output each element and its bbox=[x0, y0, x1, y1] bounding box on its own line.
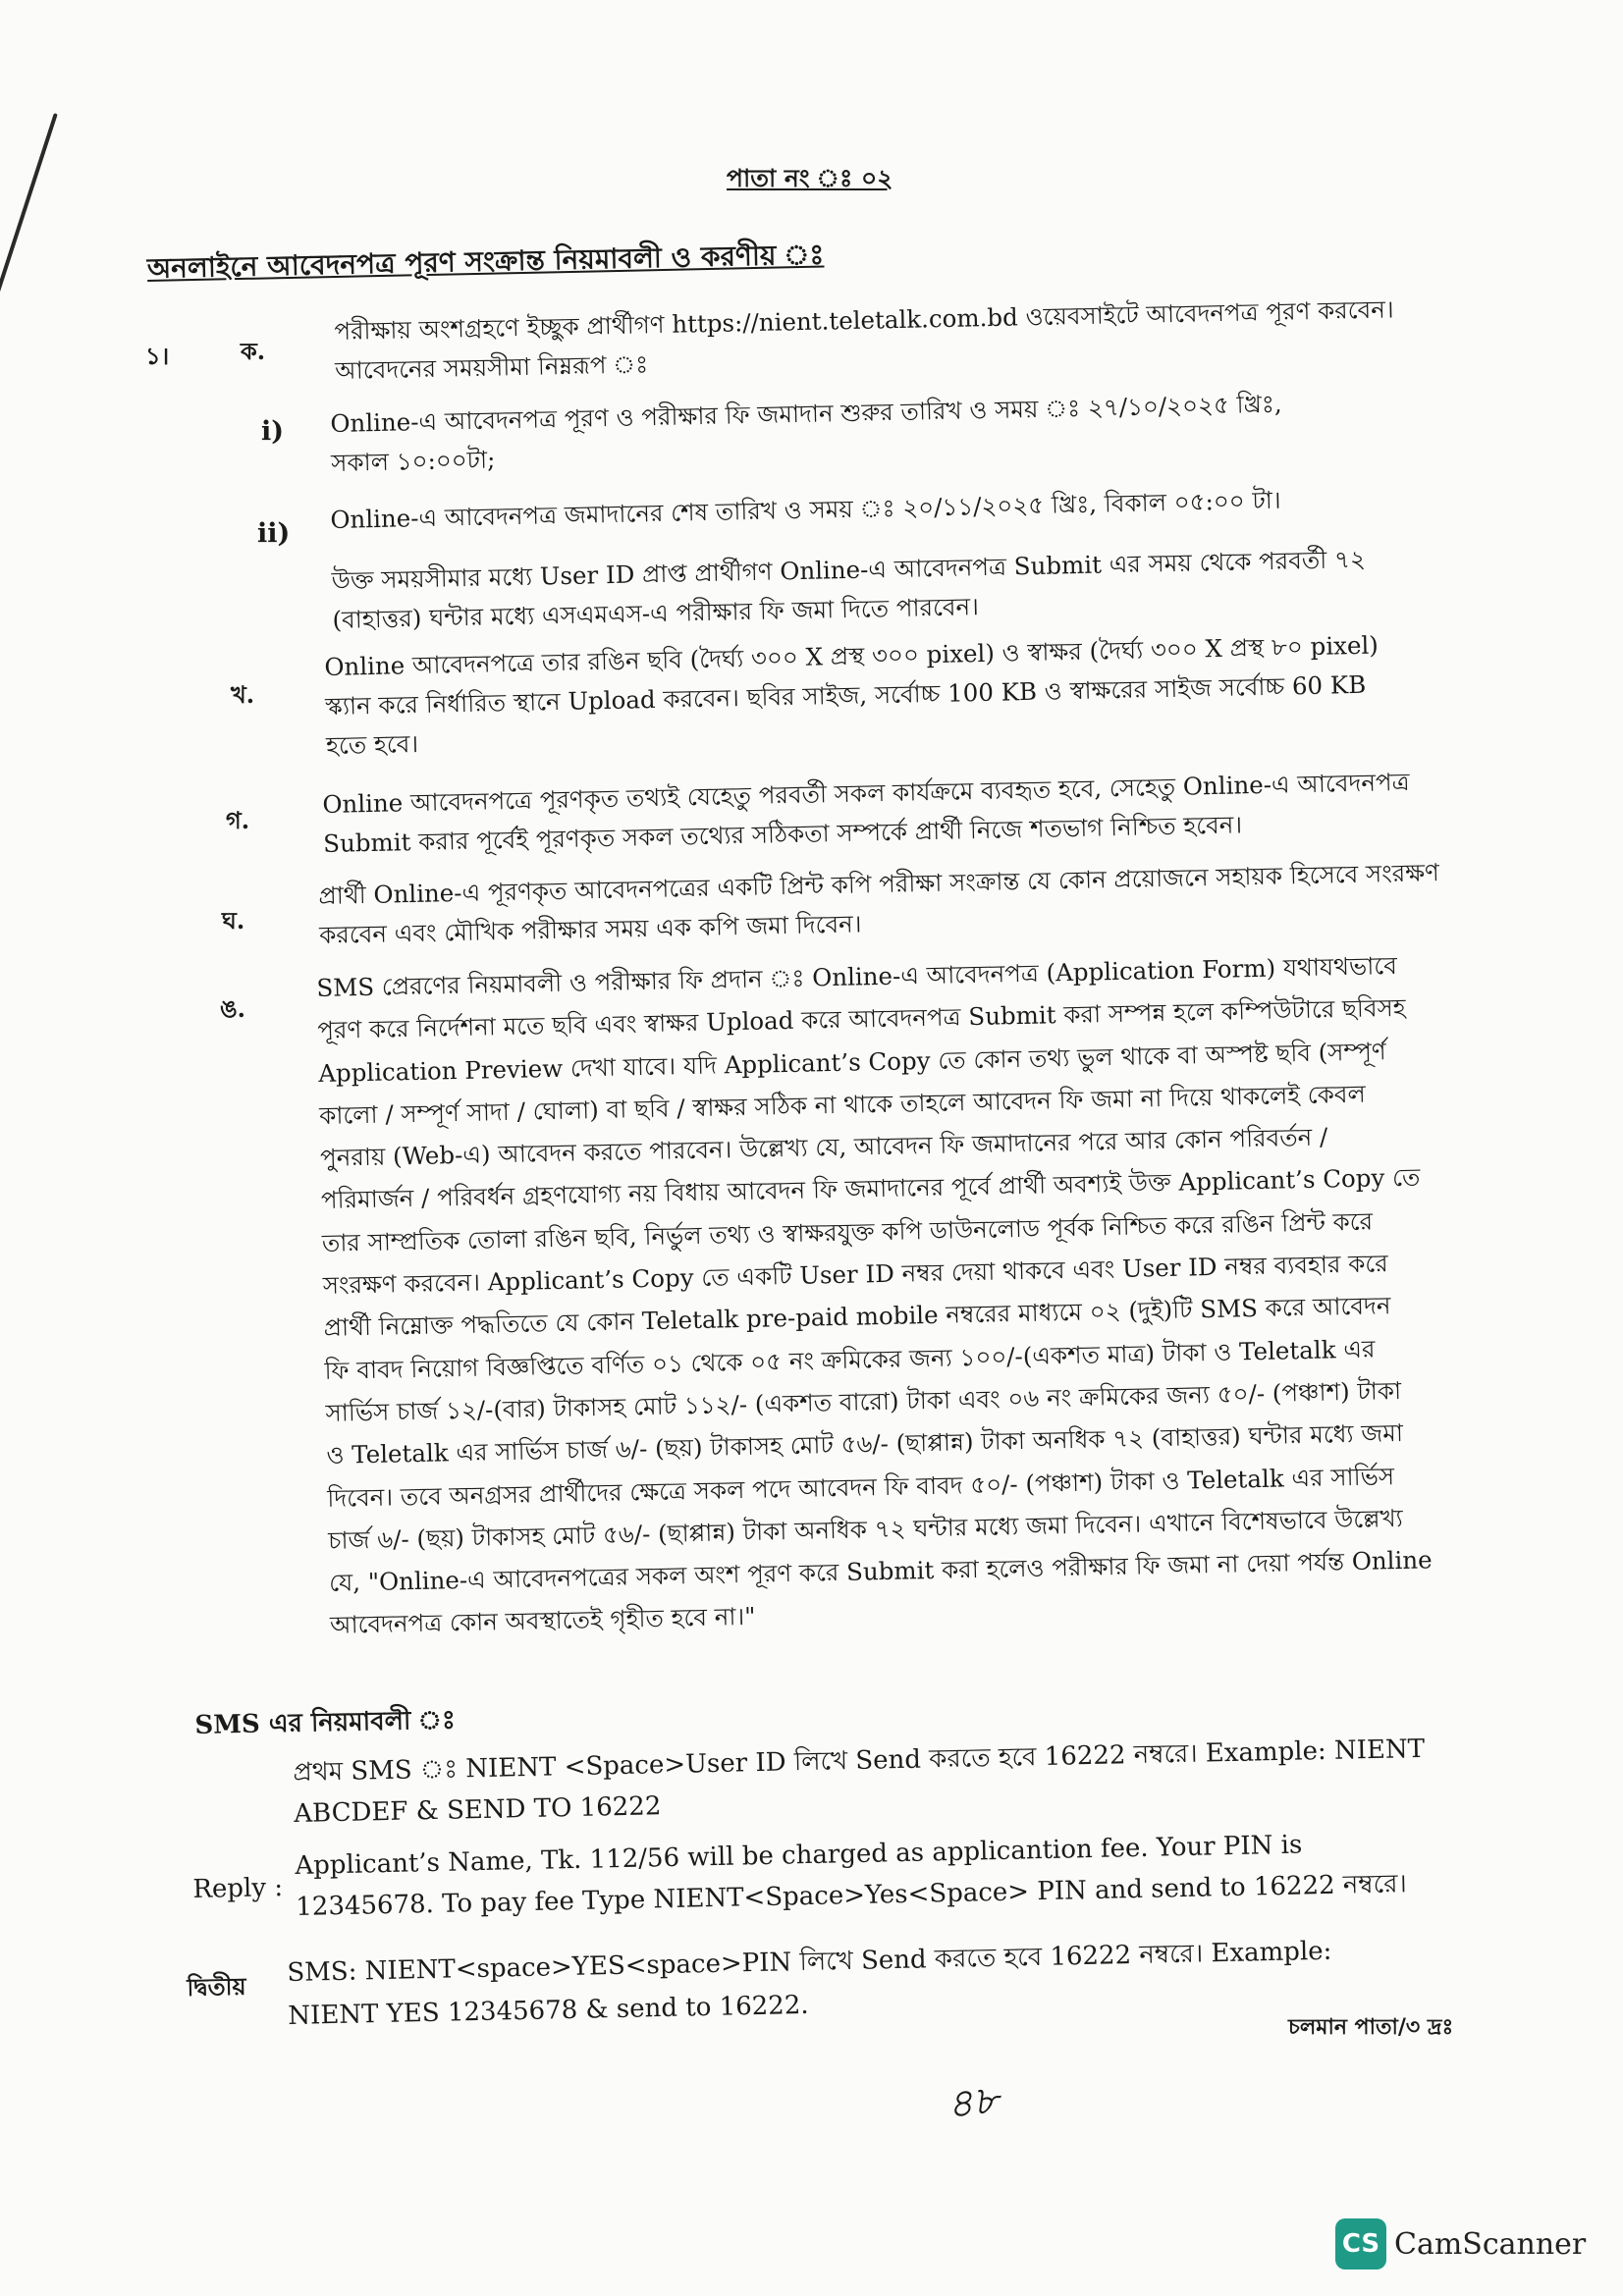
sms-second-text bbox=[287, 1930, 1333, 2038]
text-line: প্রার্থী নিম্নোক্ত পদ্ধতিতে যে কোন Teletalk pre-paid mobile নম্বরের মাধ্যমে ০২ (দুই)টি SMS করে আবেদন bbox=[323, 1291, 1391, 1343]
sms-second-label: দ্বিতীয় bbox=[187, 1971, 246, 2002]
text-line: উক্ত সময়সীমার মধ্যে User ID প্রাপ্ত প্রার্থীগণ Online-এ আবেদনপত্র Submit এর সময় থেকে পরবর্তী ৭২ bbox=[331, 544, 1367, 595]
text-line: Applicant’s Name, Tk. 112/56 will be charged as applicantion fee. Your PIN is bbox=[295, 1830, 1303, 1881]
text-line: সার্ভিস চার্জ ১২/-(বার) টাকাসহ মোট ১১২/- (একশত বারো) টাকা এবং ০৬ নং ক্রমিকের জন্য ৫০/- (পঞ্চাশ) টাকা bbox=[325, 1375, 1402, 1427]
item-ga-text bbox=[322, 763, 1411, 864]
text-line: ফি বাবদ নিয়োগ বিজ্ঞপ্তিতে বর্ণিত ০১ থেকে ০৫ নং ক্রমিকের জন্য ১০০/-(একশত মাত্র) টাকা ও Teletalk এর bbox=[324, 1334, 1376, 1385]
text-line: 12345678. To pay fee Type NIENT<Space>Yes<Space> PIN and send to 16222 নম্বরে। bbox=[296, 1869, 1408, 1922]
text-line: Online আবেদনপত্রে তার রঙিন ছবি (দৈর্ঘ্য ৩০০ X প্রস্থ ৩০০ pixel) ও স্বাক্ষর (দৈর্ঘ্য ৩০০ X প্রস্থ ৮০ pixel) bbox=[324, 630, 1380, 681]
text-line: Online-এ আবেদনপত্র জমাদানের শেষ তারিখ ও সময় ঃ ২০/১১/২০২৫ খ্রিঃ, বিকাল ০৫:০০ টা। bbox=[330, 485, 1281, 534]
item-gha-text bbox=[318, 853, 1440, 955]
margin-pen-stroke bbox=[0, 113, 58, 305]
text-line: সংরক্ষণ করবেন। Applicant’s Copy তে একটি User ID নম্বর দেয়া থাকবে এবং User ID নম্বর ব্যবহার করে bbox=[322, 1249, 1388, 1301]
text-line: পুনরায় (Web-এ) আবেদন করতে পারবেন। উল্লেখ্য যে, আবেদন ফি জমাদানের পরে আর কোন পরিবর্তন / bbox=[319, 1122, 1328, 1173]
item-kha-text bbox=[324, 626, 1380, 766]
item-label-ii: ii) bbox=[257, 518, 291, 549]
text-line: কালো / সম্পূর্ণ সাদা / ঘোলা) বা ছবি / স্বাক্ষর সঠিক না থাকে তাহলে আবেদন ফি জমা না দিয়ে থাকলেই কেবল bbox=[318, 1079, 1367, 1130]
section-heading: অনলাইনে আবেদনপত্র পূরণ সংক্রান্ত নিয়মাবলী ও করণীয় ঃ bbox=[146, 238, 825, 285]
continued-note: চলমান পাতা/৩ দ্রঃ bbox=[1288, 2014, 1454, 2040]
text-line: পরীক্ষায় অংশগ্রহণে ইচ্ছুক প্রার্থীগণ https://nient.teletalk.com.bd ওয়েবসাইটে আবেদনপত্র পূরণ করবেন। bbox=[334, 294, 1394, 346]
text-line: যে, "Online-এ আবেদনপত্রের সকল অংশ পূরণ করে Submit করা হলেও পরীক্ষার ফি জমা না দেয়া পর্যন্ত Online bbox=[328, 1545, 1433, 1598]
text-line: আবেদনপত্র কোন অবস্থাতেই গৃহীত হবে না।" bbox=[329, 1602, 756, 1640]
item-label-ka: ক. bbox=[241, 337, 266, 365]
text-line: পূরণ করে নির্দেশনা মতে ছবি এবং স্বাক্ষর Upload করে আবেদনপত্র Submit করা সম্পন্ন হলে কম্পিউটারে ছবিসহ bbox=[317, 993, 1406, 1045]
sms-rules-title: SMS এর নিয়মাবলী ঃ bbox=[194, 1705, 457, 1740]
text-line: ও Teletalk এর সার্ভিস চার্জ ৬/- (ছয়) টাকাসহ মোট ৫৬/- (ছাপ্পান্ন) টাকা অনধিক ৭২ (বাহাত্তর) ঘন্টার মধ্যে জমা bbox=[326, 1418, 1404, 1470]
item-label-uma: ঙ. bbox=[220, 994, 245, 1023]
text-line: ABCDEF & SEND TO 16222 bbox=[294, 1791, 662, 1829]
text-line: Submit করার পূর্বেই পূরণকৃত সকল তথ্যের সঠিকতা সম্পর্কে প্রার্থী নিজে শতভাগ নিশ্চিত হবেন। bbox=[322, 810, 1243, 858]
text-line: (বাহাত্তর) ঘন্টার মধ্যে এসএমএস-এ পরীক্ষার ফি জমা দিতে পারবেন। bbox=[332, 592, 980, 634]
sms-reply-label: Reply : bbox=[192, 1873, 284, 1904]
text-line: Application Preview দেখা যাবে। যদি Applicant’s Copy তে কোন তথ্য ভুল থাকে বা অস্পষ্ট ছবি (সম্পূর্ণ bbox=[317, 1036, 1386, 1088]
item-ii-text bbox=[330, 479, 1367, 640]
text-line: SMS: NIENT<space>YES<space>PIN লিখে Send করতে হবে 16222 নম্বরে। Example: bbox=[287, 1936, 1332, 1988]
text-line: NIENT YES 12345678 & send to 16222. bbox=[288, 1990, 809, 2031]
text-line: প্রথম SMS ঃ NIENT <Space>User ID লিখে Send করতে হবে 16222 নম্বরে। Example: NIENT bbox=[293, 1734, 1426, 1788]
text-line: দিবেন। তবে অনগ্রসর প্রার্থীদের ক্ষেত্রে সকল পদে আবেদন ফি বাবদ ৫০/- (পঞ্চাশ) টাকা ও Teletalk এর সার্ভিস bbox=[327, 1461, 1395, 1513]
text-line: প্রার্থী Online-এ পূরণকৃত আবেদনপত্রের একটি প্রিন্ট কপি পরীক্ষা সংক্রান্ত যে কোন প্রয়োজনে সহায়ক হিসেবে সংরক্ষণ bbox=[318, 858, 1440, 910]
item-label-kha: খ. bbox=[231, 680, 255, 709]
camscanner-text: CamScanner bbox=[1394, 2226, 1587, 2262]
text-line: স্ক্যান করে নির্ধারিত স্থানে Upload করবেন। ছবির সাইজ, সর্বোচ্চ 100 KB ও স্বাক্ষরের সাইজ সর্বোচ্চ 60 KB bbox=[324, 669, 1367, 721]
text-line: পরিমার্জন / পরিবর্ধন গ্রহণযোগ্য নয় বিধায় আবেদন ফি জমাদানের পূর্বে প্রার্থী অবশ্যই উক্ত Applicant’s Copy তে bbox=[320, 1162, 1421, 1215]
camscanner-watermark bbox=[1335, 2218, 1586, 2269]
item-ka-text bbox=[334, 290, 1395, 391]
item-number-1: ১। bbox=[145, 342, 170, 370]
text-line: SMS প্রেরণের নিয়মাবলী ও পরীক্ষার ফি প্রদান ঃ Online-এ আবেদনপত্র (Application Form) যথাযথভাবে bbox=[316, 950, 1398, 1002]
text-line: হতে হবে। bbox=[325, 729, 419, 760]
item-label-gha: ঘ. bbox=[222, 906, 245, 934]
text-line: চার্জ ৬/- (ছয়) টাকাসহ মোট ৫৬/- (ছাপ্পান্ন) টাকা অনধিক ৭২ ঘন্টার মধ্যে জমা দিবেন। এখানে বিশেষভাবে উল্লেখ্য bbox=[327, 1503, 1404, 1555]
item-uma-text bbox=[316, 943, 1434, 1646]
text-line: করবেন এবং মৌখিক পরীক্ষার সময় এক কপি জমা দিবেন। bbox=[318, 909, 862, 949]
sms-first-text bbox=[293, 1729, 1426, 1835]
text-line: সকাল ১০:০০টা; bbox=[330, 445, 496, 477]
signature: ৪৮ bbox=[945, 2077, 1001, 2128]
item-label-i: i) bbox=[261, 416, 285, 447]
item-i-text bbox=[330, 385, 1283, 483]
sms-reply-text bbox=[295, 1822, 1407, 1928]
text-line: আবেদনের সময়সীমা নিম্নরূপ ঃ bbox=[334, 349, 649, 385]
page-number: পাতা নং ঃ ০২ bbox=[727, 164, 893, 192]
camscanner-logo-icon: CS bbox=[1335, 2218, 1386, 2269]
text-line: Online আবেদনপত্রে পূরণকৃত তথ্যই যেহেতু পরবর্তী সকল কার্যক্রমে ব্যবহৃত হবে, সেহেতু Online-এ আবেদনপত্র bbox=[322, 767, 1410, 819]
item-label-ga: গ. bbox=[226, 806, 250, 834]
text-line: তার সাম্প্রতিক তোলা রঙিন ছবি, নির্ভুল তথ্য ও স্বাক্ষরযুক্ত কপি ডাউনলোড পূর্বক নিশ্চিত করে রঙিন প্রিন্ট করে bbox=[321, 1206, 1374, 1257]
text-line: Online-এ আবেদনপত্র পূরণ ও পরীক্ষার ফি জমাদান শুরুর তারিখ ও সময় ঃ ২৭/১০/২০২৫ খ্রিঃ, bbox=[330, 389, 1282, 438]
